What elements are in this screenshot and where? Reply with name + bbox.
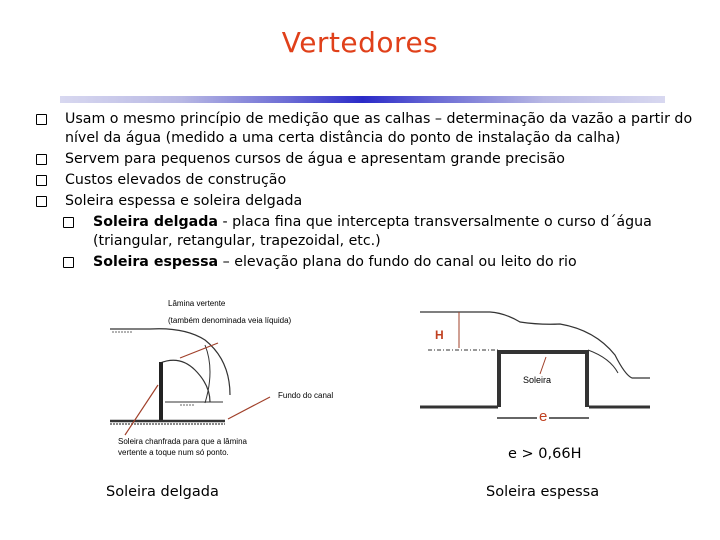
- checkbox-bullet-icon: [36, 175, 47, 186]
- label-soleira-chanfrada-2: vertente a toque num só ponto.: [118, 448, 229, 457]
- checkbox-bullet-icon: [63, 257, 74, 268]
- checkbox-bullet-icon: [36, 114, 47, 125]
- label-veia-liquida: (também denominada veia líquida): [168, 316, 292, 325]
- bullet-item: [36, 192, 706, 211]
- sub-bullet-item: [36, 213, 706, 251]
- bullet-text: Servem para pequenos cursos de água e apresentam grande precisão: [65, 151, 565, 167]
- checkbox-bullet-icon: [63, 217, 74, 228]
- bullet-text: Custos elevados de construção: [65, 172, 287, 188]
- label-h: H: [435, 328, 444, 342]
- caption-soleira-delgada: Soleira delgada: [106, 484, 219, 500]
- bullet-list: [36, 110, 706, 274]
- bullet-text: - placa fina que intercepta transversalmente o curso d´água (triangular, retangular, trapezoidal, etc.): [93, 214, 652, 249]
- bullet-item: [36, 150, 706, 169]
- bullet-text: Soleira espessa e soleira delgada: [65, 193, 303, 209]
- bullet-item: [36, 171, 706, 190]
- bullet-text: Usam o mesmo princípio de medição que as calhas – determinação da vazão a partir do nível da água (medido a uma certa distância do ponto de instalação da calha): [65, 111, 693, 146]
- caption-soleira-espessa: Soleira espessa: [486, 484, 600, 500]
- formula-e: e > 0,66H: [508, 446, 582, 462]
- title-divider: [60, 96, 665, 103]
- checkbox-bullet-icon: [36, 196, 47, 207]
- diagram-soleira-espessa: [400, 300, 680, 430]
- bullet-item: [36, 110, 706, 148]
- bullet-text: – elevação plana do fundo do canal ou leito do rio: [218, 254, 577, 270]
- term-soleira-espessa: Soleira espessa: [93, 254, 219, 270]
- label-fundo-canal: Fundo do canal: [278, 391, 334, 400]
- page-title: Vertedores: [281, 26, 439, 59]
- checkbox-bullet-icon: [36, 154, 47, 165]
- term-soleira-delgada: Soleira delgada: [93, 214, 218, 230]
- label-soleira-chanfrada: Soleira chanfrada para que a lâmina: [118, 437, 247, 446]
- label-e: e: [539, 408, 548, 425]
- diagram-soleira-delgada: [110, 285, 340, 465]
- label-soleira: Soleira: [523, 375, 552, 385]
- label-lamina-vertente: Lâmina vertente: [168, 299, 226, 308]
- sub-bullet-item: [36, 253, 706, 272]
